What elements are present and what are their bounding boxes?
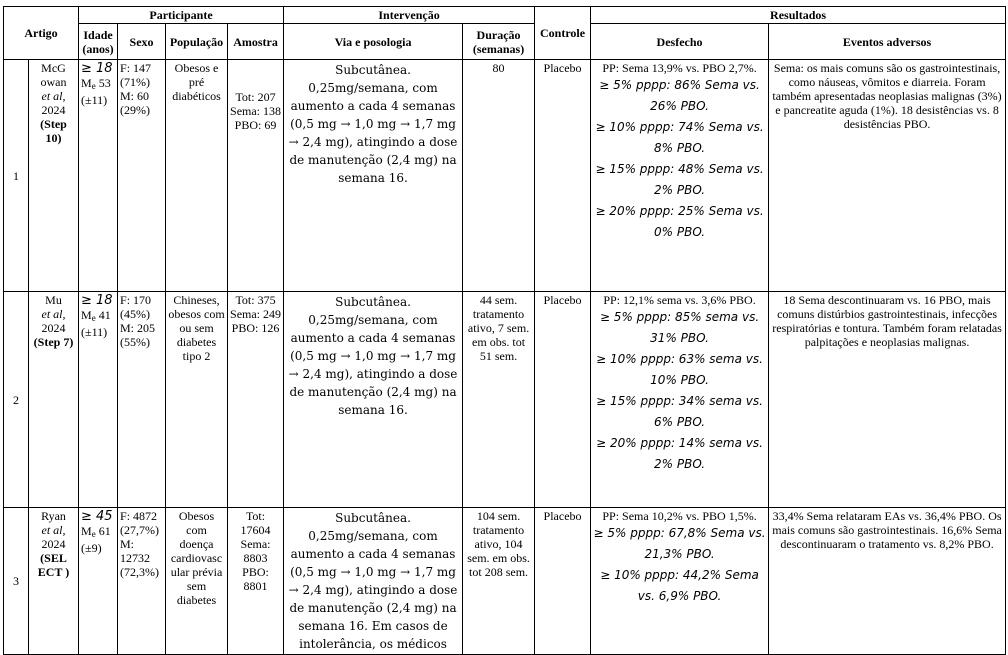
table-row [4,292,1006,508]
idade-sub: e [91,529,96,539]
desfecho-item: ≥ 15% pppp: 34% sema vs. 6% PBO. [596,394,763,429]
via-cell: Subcutânea. 0,25mg/semana, com aumento a cada 4 semanas (0,5 mg → 1,0 mg → 1,7 mg → 2,4 mg), atingindo a dose de manutenção (2,4 mg) na semana 16. Em casos de intolerância, os médicos [284,508,463,655]
desfecho-cell [591,508,769,655]
artigo-author: Ryan [41,509,66,523]
header-desfecho: Desfecho [591,24,769,60]
header-amostra: Amostra [228,24,284,60]
artigo-cell [29,508,79,655]
artigo-etal: et al, [41,307,66,321]
row-number: 2 [4,292,29,508]
populacao-cell: Chineses, obesos com ou sem diabetes tipo 2 [166,292,228,508]
header-controle: Controle [535,7,591,60]
artigo-etal: et al, [41,89,66,103]
controle-cell: Placebo [535,60,591,292]
artigo-cell [29,292,79,508]
sexo-cell: F: 147 (71%) M: 60 (29%) [118,60,166,292]
header-via: Via e posologia [284,24,463,60]
idade-geq: ≥ 45 [81,509,113,524]
header-duracao: Duração (semanas) [463,24,535,60]
desfecho-item: ≥ 5% pppp: 85% sema vs. 31% PBO. [599,310,760,345]
artigo-year: 2024 [41,537,66,551]
desfecho-pp: PP: 12,1% sema vs. 3,6% PBO. [603,293,756,307]
idade-me: M [81,524,92,538]
via-cell: Subcutânea. 0,25mg/semana, com aumento a cada 4 semanas (0,5 mg → 1,0 mg → 1,7 mg → 2,4 mg), atingindo a dose de manutenção (2,4 mg) na semana 16. [284,292,463,508]
desfecho-item: ≥ 20% pppp: 25% Sema vs. 0% PBO. [595,204,764,239]
artigo-etal: et al, [41,523,66,537]
artigo-author: McG owan [40,61,67,89]
desfecho-item: ≥ 10% pppp: 63% sema vs. 10% PBO. [596,352,763,387]
desfecho-pp: PP: Sema 13,9% vs. PBO 2,7%. [602,61,757,75]
idade-cell [79,60,118,292]
eventos-cell: 33,4% Sema relataram EAs vs. 36,4% PBO. Os mais comuns são gastrointestinais. 16,6% Sema descontinuaram o tratamento vs. 8,2% PBO. [769,508,1006,655]
via-cell: Subcutânea. 0,25mg/semana, com aumento a cada 4 semanas (0,5 mg → 1,0 mg → 1,7 mg → 2,4 mg), atingindo a dose de manutenção (2,4 mg) na semana 16. [284,60,463,292]
idade-cell [79,292,118,508]
amostra-cell: Tot: 207 Sema: 138 PBO: 69 [228,60,284,292]
desfecho-item: ≥ 10% pppp: 44,2% Sema vs. 6,9% PBO. [600,568,759,603]
header-populacao: População [166,24,228,60]
artigo-study: (SEL ECT ) [37,551,70,579]
amostra-cell: Tot: 17604 Sema: 8803 PBO: 8801 [228,508,284,655]
artigo-cell [29,60,79,292]
controle-cell: Placebo [535,508,591,655]
idade-cell [79,508,118,655]
eventos-cell: 18 Sema descontinuaram vs. 16 PBO, mais comuns distúrbios gastrointestinais, infecções respiratórias e tontura. Também foram relatadas palpitações e neoplasias malignas. [769,292,1006,508]
sexo-cell: F: 170 (45%) M: 205 (55%) [118,292,166,508]
artigo-author: Mu [45,293,62,307]
artigo-study: (Step 10) [40,117,67,145]
study-table [3,6,1006,655]
populacao-cell: Obesos com doença cardiovasc ular prévia sem diabetes [166,508,228,655]
populacao-cell: Obesos e pré diabéticos [166,60,228,292]
idade-geq: ≥ 18 [81,61,113,76]
artigo-study: (Step 7) [33,335,74,349]
idade-val: 41 (±11) [81,308,111,339]
idade-sub: e [91,81,96,91]
controle-cell: Placebo [535,292,591,508]
table-row [4,60,1006,292]
desfecho-cell [591,60,769,292]
desfecho-item: ≥ 20% pppp: 14% sema vs. 2% PBO. [596,436,763,471]
desfecho-item: ≥ 5% pppp: 86% Sema vs. 26% PBO. [599,78,760,113]
idade-geq: ≥ 18 [81,293,113,308]
header-sexo: Sexo [118,24,166,60]
header-idade: Idade (anos) [79,24,118,60]
duracao-cell: 104 sem. tratamento ativo, 104 sem. em obs. tot 208 sem. [463,508,535,655]
artigo-year: 2024 [41,321,66,335]
amostra-cell: Tot: 375 Sema: 249 PBO: 126 [228,292,284,508]
duracao-cell: 80 [463,60,535,292]
header-resultados: Resultados [591,7,1006,24]
desfecho-item: ≥ 10% pppp: 74% Sema vs. 8% PBO. [595,120,764,155]
desfecho-cell [591,292,769,508]
idade-val: 53 (±11) [81,76,111,107]
desfecho-item: ≥ 15% pppp: 48% Sema vs. 2% PBO. [595,162,764,197]
idade-me: M [81,76,92,90]
row-number: 3 [4,508,29,655]
header-eventos: Eventos adversos [769,24,1006,60]
table-row [4,508,1006,655]
duracao-cell: 44 sem. tratamento ativo, 7 sem. em obs. tot 51 sem. [463,292,535,508]
idade-me: M [81,308,92,322]
idade-sub: e [91,313,96,323]
header-artigo: Artigo [4,7,79,60]
desfecho-item: ≥ 5% pppp: 67,8% Sema vs. 21,3% PBO. [593,526,766,561]
idade-val: 61 (±9) [81,524,111,555]
sexo-cell: F: 4872 (27,7%) M: 12732 (72,3%) [118,508,166,655]
row-number: 1 [4,60,29,292]
eventos-cell: Sema: os mais comuns são os gastrointestinais, como náuseas, vômitos e diarreia. Foram também apresentadas neoplasias malignas (3%) e pancreatite aguda (1%). 18 desistências vs. 8 desistências PBO. [769,60,1006,292]
artigo-year: 2024 [41,103,66,117]
desfecho-pp: PP: Sema 10,2% vs. PBO 1,5%. [602,509,757,523]
header-participante: Participante [79,7,284,24]
header-intervencao: Intervenção [284,7,535,24]
